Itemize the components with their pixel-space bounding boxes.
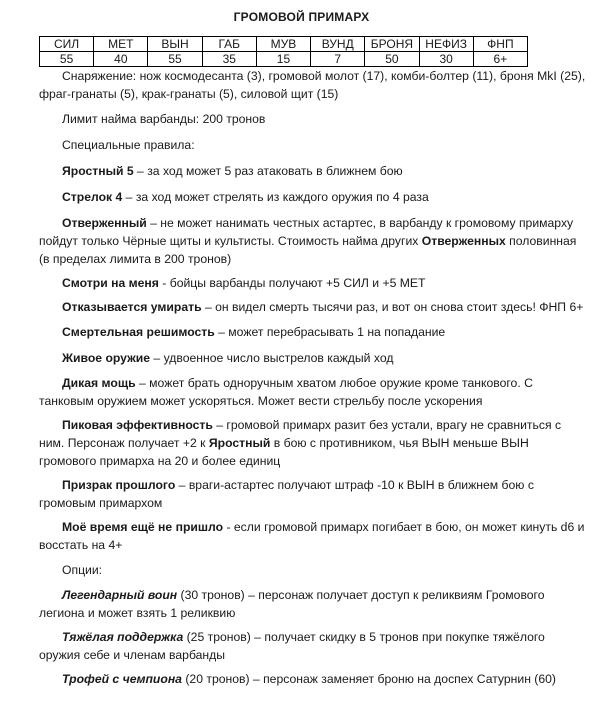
rule-living-weapon [39, 349, 587, 367]
rule-wild-might [39, 374, 587, 410]
rule-shooter-name: Стрелок 4 [62, 190, 123, 204]
stat-value-gab: 35 [202, 52, 256, 67]
rule-deadly-resolve-text: – может перебрасывать 1 на попадание [214, 325, 446, 339]
rule-ghost-of-past-text: – враги-астартес получают штраф -10 к ВЫН в ближнем бою с громовым примархом [39, 478, 534, 510]
rule-deadly-resolve-name: Смертельная решимость [62, 325, 215, 339]
stat-value-vyn: 55 [148, 52, 202, 67]
rule-outcast [39, 214, 587, 268]
options-heading [39, 561, 587, 579]
rule-not-my-time-text: - если громовой примарх погибает в бою, он может кинуть d6 и восстать на 4+ [39, 520, 585, 552]
rule-not-my-time [39, 518, 587, 554]
rule-living-weapon-text: – удвоенное число выстрелов каждый ход [150, 351, 394, 365]
limit-paragraph [39, 110, 587, 128]
stat-value-muv: 15 [256, 52, 310, 67]
stat-header-nefiz: НЕФИЗ [419, 37, 473, 52]
option-legendary-warrior [39, 586, 587, 622]
option-heavy-support [39, 628, 587, 664]
rule-outcast-name-2: Отверженных [421, 234, 506, 248]
rule-peak-efficiency [39, 416, 587, 470]
option-champion-trophy-name: Трофей с чемпиона [62, 672, 182, 686]
stat-value-bronya: 50 [365, 52, 419, 67]
page-title: ГРОМОВОЙ ПРИМАРХ [233, 10, 370, 24]
options-label: Опции: [62, 563, 103, 577]
stat-value-vund: 7 [311, 52, 365, 67]
option-champion-trophy-text: (20 тронов) – персонаж заменяет броню на доспех Сатурнин (60) [181, 672, 556, 686]
rule-peak-efficiency-text-1: – громовой примарх разит без устали, врагу не сравниться с ним. Персонаж получает +2 к [39, 418, 562, 450]
stat-header-bronya: БРОНЯ [365, 37, 419, 52]
special-rules-heading [39, 136, 587, 154]
stat-header-muv: МУВ [256, 37, 310, 52]
stat-header-vund: ВУНД [311, 37, 365, 52]
stat-value-met: 40 [94, 52, 148, 67]
rule-outcast-name: Отверженный [62, 216, 147, 230]
rule-peak-efficiency-name: Пиковая эффективность [62, 418, 213, 432]
rule-not-my-time-name: Моё время ещё не пришло [62, 520, 224, 534]
rule-refuses-to-die [39, 298, 587, 316]
rule-shooter-text: – за ход может стрелять из каждого оружия по 4 раза [122, 190, 429, 204]
rule-look-at-me [39, 274, 587, 292]
rule-peak-efficiency-name-2: Яростный [208, 436, 271, 450]
stats-header-row [40, 37, 528, 52]
stat-header-fnp: ФНП [473, 37, 527, 52]
rule-outcast-text-1: – не может нанимать честных астартес, в варбанду к громовому примарху пойдут только Чёрные щиты и культисты. Стоимость найма других [39, 216, 574, 248]
rule-deadly-resolve [39, 323, 587, 341]
rule-living-weapon-name: Живое оружие [62, 351, 151, 365]
stat-value-fnp: 6+ [473, 52, 527, 67]
rule-shooter [39, 188, 587, 206]
stat-value-nefiz: 30 [419, 52, 473, 67]
rule-wild-might-name: Дикая мощь [62, 376, 136, 390]
rule-outcast-text-2: половинная (в пределах лимита в 200 тронов) [39, 234, 577, 266]
rule-furious-name: Яростный 5 [62, 164, 134, 178]
limit-text: Лимит найма варбанды: 200 тронов [62, 112, 266, 126]
equipment-text: Снаряжение: нож космодесанта (3), громовой молот (17), комби-болтер (11), броня MkI (25), фраг-гранаты (5), крак-гранаты (5), силовой щит (15) [39, 69, 586, 101]
rule-furious-text: – за ход может 5 раз атаковать в ближнем бою [133, 164, 403, 178]
rule-furious [39, 162, 587, 180]
rule-peak-efficiency-text-2: в бою с противником, чья ВЫН меньше ВЫН громового примарха на 20 и более единиц [39, 436, 529, 468]
stat-header-sil: СИЛ [40, 37, 94, 52]
stats-table [39, 36, 528, 67]
rule-look-at-me-text: - бойцы варбанды получают +5 СИЛ и +5 МЕТ [158, 276, 426, 290]
option-heavy-support-text: (25 тронов) – получает скидку в 5 тронов при покупке тяжёлого оружия себе и членам варбанды [39, 630, 545, 662]
rule-wild-might-text: – может брать одноручным хватом любое оружие кроме танкового. С танковым оружием может ускоряться. Может вести стрельбу после ускорения [39, 376, 533, 408]
option-champion-trophy [39, 670, 587, 688]
stat-value-sil: 55 [40, 52, 94, 67]
rule-ghost-of-past-name: Призрак прошлого [62, 478, 176, 492]
stat-header-met: МЕТ [94, 37, 148, 52]
option-legendary-warrior-name: Легендарный воин [62, 588, 178, 602]
rule-refuses-to-die-text: – он видел смерть тысячи раз, и вот он снова стоит здесь! ФНП 6+ [201, 300, 584, 314]
special-rules-label: Специальные правила: [62, 138, 195, 152]
stat-header-gab: ГАБ [202, 37, 256, 52]
stat-header-vyn: ВЫН [148, 37, 202, 52]
rule-refuses-to-die-name: Отказывается умирать [62, 300, 202, 314]
option-legendary-warrior-text: (30 тронов) – персонаж получает доступ к реликвиям Громового легиона и может взять 1 реликвию [39, 588, 545, 620]
rule-look-at-me-name: Смотри на меня [62, 276, 159, 290]
stats-value-row [40, 52, 528, 67]
rule-ghost-of-past [39, 476, 587, 512]
option-heavy-support-name: Тяжёлая поддержка [62, 630, 184, 644]
equipment-paragraph [39, 67, 587, 103]
